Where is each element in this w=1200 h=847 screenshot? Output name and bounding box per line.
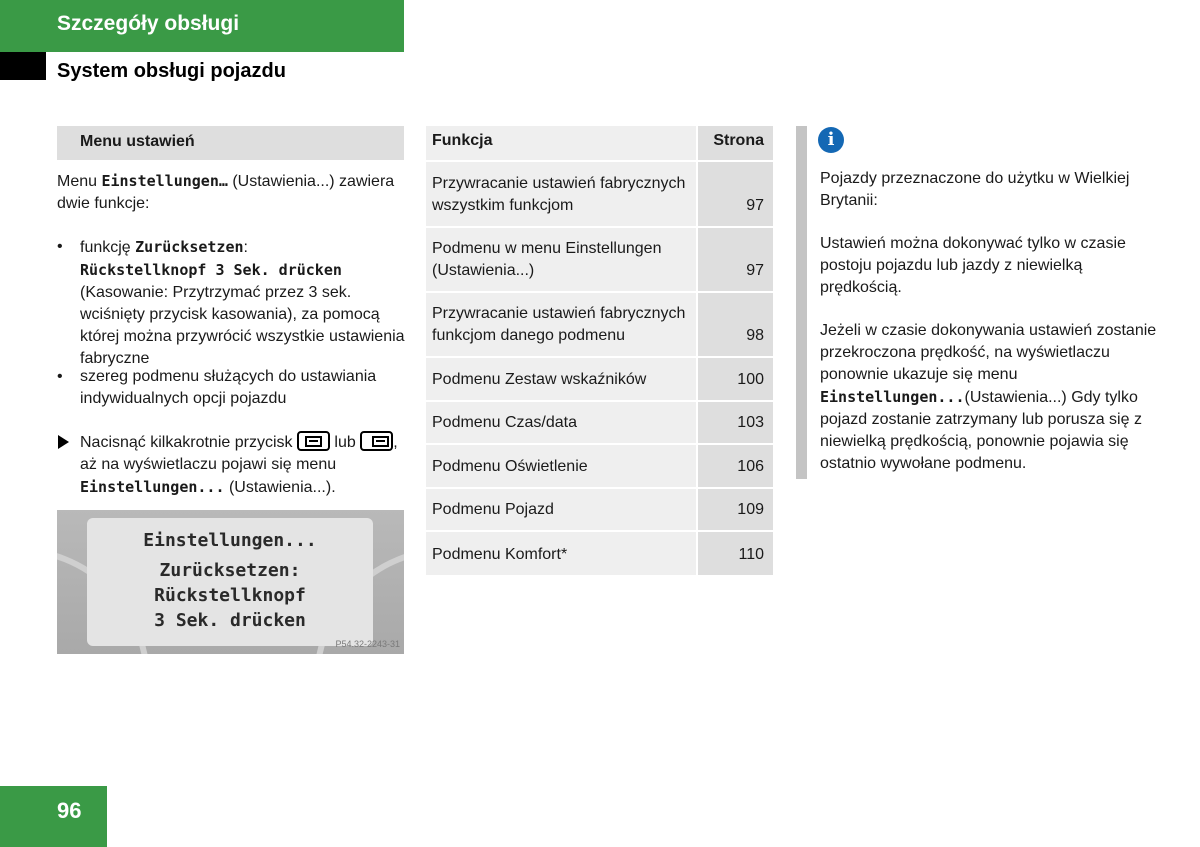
menu-name-code: Einstellungen...: [80, 478, 225, 496]
function-name: Podmenu Zestaw wskaźników: [432, 371, 647, 388]
info-text: Jeżeli w czasie dokonywania ustawień zostanie przekroczona prędkość, na wyświetlaczu ponownie ukazuje się menu: [820, 322, 1157, 383]
column-header-function: Funkcja: [432, 132, 493, 149]
section-marker: [0, 52, 46, 80]
table-header-row: [426, 126, 773, 162]
bullet-description: (Kasowanie: Przytrzymać przez 3 sek. wciśnięty przycisk kasowania), za pomocą której można przywrócić wszystkie ustawienia fabryczne: [80, 284, 405, 367]
step-arrow-icon: [58, 435, 69, 449]
header-cell-function: [426, 126, 696, 160]
function-cell: [426, 293, 696, 356]
reset-instruction-code: Rückstellknopf 3 Sek. drücken: [80, 261, 342, 279]
info-paragraph-2: Ustawień można dokonywać tylko w czasie postoju pojazdu lub jazdy z niewielką prędkością.: [820, 235, 1126, 296]
page-cell: [698, 228, 773, 291]
info-icon: i: [818, 127, 844, 153]
function-cell: [426, 532, 696, 575]
table-row: [426, 162, 773, 228]
menu-name-code: Einstellungen…: [101, 172, 228, 190]
bullet-text: szereg podmenu służących do ustawiania indywidualnych opcji pojazdu: [80, 368, 377, 407]
header-cell-page: [698, 126, 773, 160]
function-cell: [426, 358, 696, 400]
function-name: Podmenu w menu Einstellungen (Ustawienia...): [432, 240, 662, 279]
page-title: System obsługi pojazdu: [57, 60, 286, 82]
bullet-reset: [57, 236, 407, 370]
bullet-dot: •: [57, 238, 63, 255]
section-header: Szczegóły obsługi: [0, 0, 404, 52]
function-cell: [426, 402, 696, 443]
bullet-dot: •: [57, 368, 63, 385]
page-number: 110: [738, 546, 764, 563]
step-text: Nacisnąć kilkakrotnie przycisk: [80, 434, 297, 451]
reset-code: Zurücksetzen: [135, 238, 244, 256]
function-page-table: [426, 126, 773, 575]
column-header-page: Strona: [713, 132, 764, 149]
intro-text-end: (Ustawienia...) zawiera dwie funkcje:: [57, 173, 395, 212]
step-text: aż na wyświetlaczu pojawi się menu: [80, 456, 337, 473]
function-cell: [426, 162, 696, 226]
table-row: [426, 489, 773, 532]
bullet-text: funkcję: [80, 239, 136, 256]
function-name: Przywracanie ustawień fabrycznych funkcjom danego podmenu: [432, 305, 686, 344]
table-row: [426, 358, 773, 402]
page-number: 106: [737, 458, 764, 475]
page-number: 97: [746, 197, 764, 214]
function-cell: [426, 228, 696, 291]
step-text-end: (Ustawienia...).: [224, 479, 336, 496]
page-cell: [698, 402, 773, 443]
instrument-cluster-display-image: [57, 510, 404, 654]
table-row: [426, 402, 773, 445]
page-cell: [698, 489, 773, 530]
lcd-line-1: Einstellungen...: [143, 530, 317, 551]
table-row: [426, 445, 773, 489]
function-name: Podmenu Czas/data: [432, 414, 577, 431]
display-button-right-icon: [360, 431, 393, 451]
step-instruction: [57, 431, 407, 499]
table-row: [426, 293, 773, 358]
function-name: Podmenu Oświetlenie: [432, 458, 588, 475]
page-cell: [698, 293, 773, 356]
menu-name-code: Einstellungen...: [820, 388, 965, 406]
info-text-end: (Ustawienia...) Gdy tylko pojazd zostanie zatrzymany lub porusza się z niewielką prędkością, ponownie pojawia się ostatnio wywołane podmenu.: [820, 389, 1142, 472]
function-name: Podmenu Pojazd: [432, 501, 554, 518]
step-text-or: lub: [329, 434, 361, 451]
lcd-line-2: Zurücksetzen:: [159, 560, 301, 581]
page-cell: [698, 162, 773, 226]
page-number: 98: [746, 327, 764, 344]
function-name: Przywracanie ustawień fabrycznych wszystkim funkcjom: [432, 175, 686, 214]
page-number: 103: [737, 414, 764, 431]
lcd-line-4: 3 Sek. drücken: [154, 610, 306, 631]
image-reference-code: P54.32-2243-31: [335, 639, 400, 649]
display-button-left-icon: [297, 431, 330, 451]
table-row: [426, 228, 773, 293]
lcd-screen: [87, 518, 373, 646]
intro-text: Menu: [57, 173, 102, 190]
table-row: [426, 532, 773, 575]
page-cell: [698, 532, 773, 575]
subheading-menu-settings: Menu ustawień: [57, 126, 404, 160]
page-number: 97: [746, 262, 764, 279]
page-cell: [698, 445, 773, 487]
function-name: Podmenu Komfort*: [432, 546, 568, 563]
function-cell: [426, 445, 696, 487]
bullet-colon: :: [243, 239, 248, 256]
intro-paragraph: [57, 170, 407, 215]
function-cell: [426, 489, 696, 530]
info-paragraph-3: [820, 320, 1160, 475]
page-number-badge: 96: [0, 786, 107, 847]
bullet-submenus: [57, 366, 407, 410]
step-comma: ,: [393, 434, 398, 451]
page-number: 109: [737, 501, 764, 518]
lcd-line-3: Rückstellknopf: [154, 585, 306, 606]
info-sidebar-bar: [796, 126, 807, 479]
page-cell: [698, 358, 773, 400]
info-paragraph-1: Pojazdy przeznaczone do użytku w Wielkiej Brytanii:: [820, 170, 1130, 209]
page-number: 100: [737, 371, 764, 388]
